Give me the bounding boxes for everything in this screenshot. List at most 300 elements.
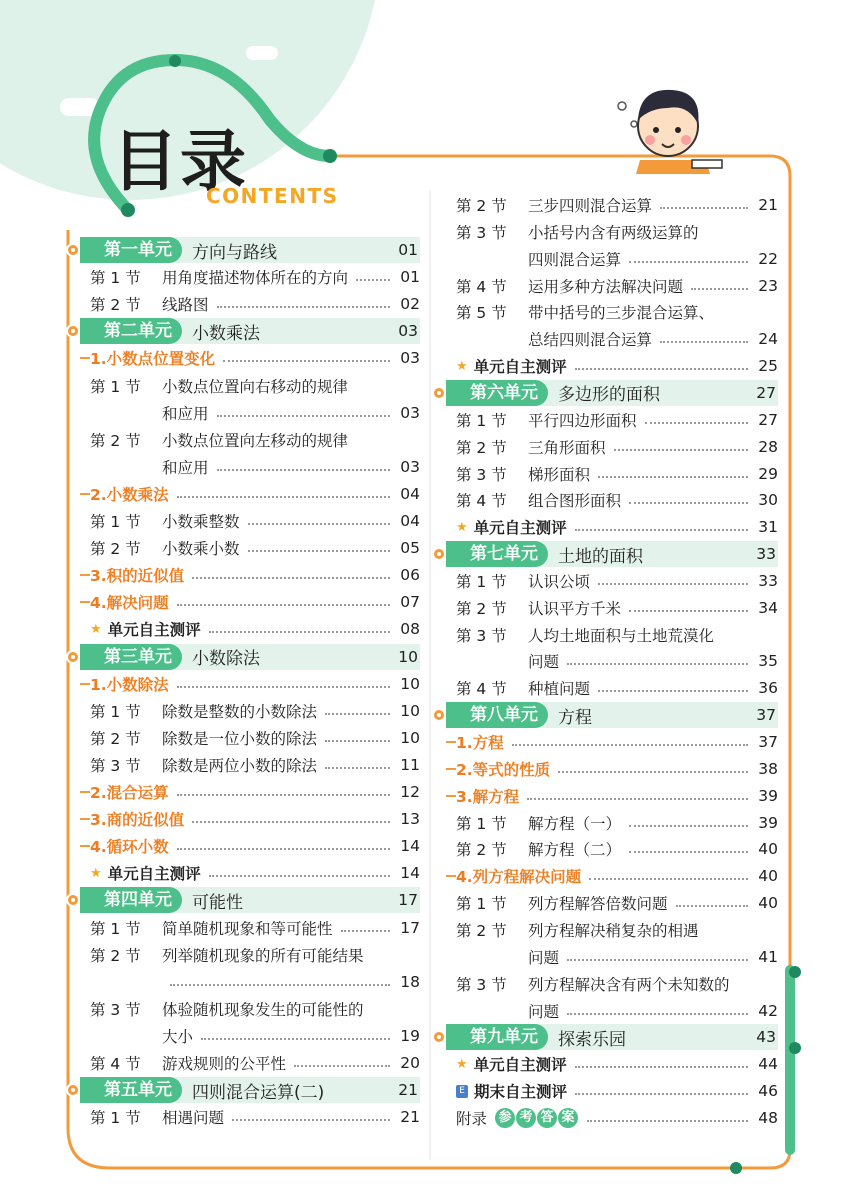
answer-key-char: 参 <box>495 1108 515 1128</box>
page-number: 03 <box>400 457 420 476</box>
toc-row[interactable] <box>90 833 420 859</box>
section-number: 第 4 节 <box>456 492 507 511</box>
leader-dots <box>660 341 748 343</box>
section-number: 第 2 节 <box>456 197 507 215</box>
part-title: 1.方程 <box>456 734 504 752</box>
leader-dots <box>325 713 390 715</box>
toc-row[interactable] <box>90 1104 420 1130</box>
section-number: 第 3 节 <box>456 223 507 242</box>
page-number: 10 <box>400 674 420 693</box>
cloud-decoration <box>246 46 278 60</box>
leader-dots <box>356 279 390 281</box>
unit-bullet-icon <box>432 547 446 561</box>
toc-row[interactable] <box>456 675 778 701</box>
toc-row[interactable] <box>456 836 778 862</box>
toc-row[interactable] <box>90 942 420 968</box>
part-connector <box>446 741 456 743</box>
section-title-continued: 问题 <box>528 653 560 672</box>
page-number: 41 <box>758 947 778 966</box>
section-title: 用角度描述物体所在的方向 <box>162 269 349 288</box>
page-number: 44 <box>758 1055 778 1074</box>
page-number: 33 <box>756 545 776 564</box>
toc-unit-row[interactable] <box>80 644 420 670</box>
page-number: 27 <box>758 410 778 429</box>
leader-dots <box>512 744 748 746</box>
page-number: 07 <box>400 593 420 612</box>
cloud-decoration <box>60 98 100 116</box>
section-number: 第 1 节 <box>90 377 141 396</box>
unit-title: 方向与路线 <box>192 242 277 263</box>
page-number: 31 <box>758 518 778 537</box>
star-icon: ★ <box>456 519 468 535</box>
toc-row[interactable] <box>90 454 420 480</box>
section-title: 小数乘整数 <box>162 513 240 531</box>
section-number: 第 1 节 <box>90 513 141 531</box>
part-connector <box>80 683 90 685</box>
section-number: 第 1 节 <box>456 814 507 833</box>
leader-dots <box>248 550 390 552</box>
section-title: 除数是整数的小数除法 <box>162 702 318 721</box>
toc-row[interactable] <box>456 756 778 782</box>
page-number: 24 <box>758 330 778 349</box>
leader-dots <box>598 690 748 692</box>
leader-dots <box>676 905 748 907</box>
section-title: 带中括号的三步混合运算、 <box>528 304 715 323</box>
leader-dots <box>575 529 748 531</box>
page-number: 21 <box>398 1081 418 1100</box>
answer-key-char: 考 <box>516 1108 536 1128</box>
page-number: 03 <box>398 322 418 341</box>
toc-row[interactable] <box>456 299 778 325</box>
leader-dots <box>177 794 390 796</box>
page-number: 18 <box>400 972 420 991</box>
page-number: 14 <box>400 864 420 883</box>
toc-unit-row[interactable] <box>446 541 778 567</box>
section-title: 解方程（二） <box>528 841 622 860</box>
star-icon: ★ <box>90 865 102 881</box>
section-title: 小括号内含有两级运算的 <box>528 223 699 242</box>
part-title: 4.解决问题 <box>90 594 169 613</box>
section-number: 第 3 节 <box>90 1000 141 1019</box>
unit-badge: 第三单元 <box>80 644 182 670</box>
part-title: 1.小数点位置变化 <box>90 350 216 369</box>
section-title: 游戏规则的公平性 <box>162 1055 287 1073</box>
unit-test-title: 单元自主测评 <box>473 519 567 538</box>
toc-row[interactable] <box>90 616 420 642</box>
toc-row[interactable] <box>456 783 778 809</box>
leader-dots <box>614 449 748 451</box>
part-connector <box>80 574 90 576</box>
part-title: 4.循环小数 <box>90 838 169 857</box>
page-number: 14 <box>400 837 420 856</box>
unit-test-title: 单元自主测评 <box>107 621 201 640</box>
section-title: 除数是一位小数的除法 <box>162 729 318 748</box>
toc-row[interactable] <box>90 345 420 371</box>
section-title: 小数乘小数 <box>162 540 240 559</box>
leader-dots <box>645 422 748 424</box>
section-number: 第 4 节 <box>456 680 507 699</box>
toc-row[interactable] <box>456 1051 778 1077</box>
part-connector <box>80 493 90 495</box>
section-title-continued: 大小 <box>162 1027 194 1046</box>
page-number: 46 <box>758 1082 778 1101</box>
section-title: 线路图 <box>162 296 209 315</box>
section-title: 简单随机现象和等可能性 <box>162 919 333 938</box>
page-number: 42 <box>758 1001 778 1020</box>
page-number: 25 <box>758 357 778 376</box>
unit-bullet-icon <box>432 386 446 400</box>
toc-row[interactable] <box>90 291 420 317</box>
section-number: 第 2 节 <box>456 841 507 860</box>
toc-row[interactable] <box>456 353 778 379</box>
page-number: 34 <box>758 598 778 617</box>
section-title: 解方程（一） <box>528 814 622 833</box>
page-number: 17 <box>398 891 418 910</box>
section-number: 第 1 节 <box>90 919 141 938</box>
part-connector <box>446 875 456 877</box>
section-title-continued: 总结四则混合运算 <box>528 331 653 350</box>
section-title-continued: 问题 <box>528 1002 560 1021</box>
leader-dots <box>598 476 748 478</box>
page-number: 28 <box>758 437 778 456</box>
leader-dots <box>232 1119 390 1121</box>
leader-dots <box>209 875 390 877</box>
unit-bullet-icon <box>66 324 80 338</box>
page-number: 39 <box>758 813 778 832</box>
toc-row[interactable] <box>90 427 420 453</box>
toc-unit-row[interactable] <box>80 1077 420 1103</box>
toc-row[interactable] <box>456 1078 778 1104</box>
unit-test-title: 单元自主测评 <box>107 865 201 884</box>
unit-badge: 第一单元 <box>80 237 182 263</box>
toc-row[interactable] <box>90 806 420 832</box>
section-number: 第 3 节 <box>456 626 507 645</box>
page-number: 10 <box>400 728 420 747</box>
unit-badge: 第九单元 <box>446 1024 548 1050</box>
toc-row[interactable] <box>456 890 778 916</box>
section-number: 第 2 节 <box>90 946 141 965</box>
star-icon: ★ <box>456 358 468 374</box>
toc-row[interactable] <box>456 944 778 970</box>
part-title: 2.混合运算 <box>90 784 169 802</box>
section-title: 认识平方千米 <box>528 599 622 618</box>
page-number: 23 <box>758 276 778 295</box>
section-number: 第 4 节 <box>90 1055 141 1073</box>
section-title: 相遇问题 <box>162 1109 225 1128</box>
unit-test-title: 单元自主测评 <box>473 1056 567 1075</box>
section-title: 列方程解决含有两个未知数的 <box>528 975 730 994</box>
toc-row[interactable] <box>456 622 778 648</box>
unit-bullet-icon <box>432 1030 446 1044</box>
part-title: 3.解方程 <box>456 787 520 806</box>
leader-dots <box>567 959 748 961</box>
toc-row[interactable] <box>90 481 420 507</box>
appendix-label: 附录 <box>456 1109 488 1128</box>
unit-badge: 第八单元 <box>446 702 548 728</box>
star-icon: ★ <box>90 621 102 637</box>
leader-dots <box>587 1120 748 1122</box>
toc-row[interactable] <box>90 1050 420 1076</box>
page-number: 22 <box>758 249 778 268</box>
toc-row[interactable] <box>90 698 420 724</box>
leader-dots <box>217 469 390 471</box>
unit-bullet-icon <box>66 650 80 664</box>
toc-row[interactable] <box>456 568 778 594</box>
toc-row[interactable] <box>456 998 778 1024</box>
section-title: 组合图形面积 <box>528 492 622 511</box>
section-number: 第 1 节 <box>90 702 141 721</box>
leader-dots <box>325 740 390 742</box>
section-number: 第 2 节 <box>456 438 507 457</box>
leader-dots <box>177 604 390 606</box>
page-number: 39 <box>758 786 778 805</box>
page-number: 10 <box>400 701 420 720</box>
page-number: 06 <box>400 566 420 585</box>
leader-dots <box>660 207 748 209</box>
part-title: 3.积的近似值 <box>90 567 185 586</box>
toc-row[interactable] <box>90 535 420 561</box>
page-number: 13 <box>400 810 420 829</box>
leader-dots <box>558 771 748 773</box>
part-connector <box>446 768 456 770</box>
section-number: 第 4 节 <box>456 277 507 296</box>
page-number: 40 <box>758 867 778 886</box>
section-number: 第 1 节 <box>456 895 507 914</box>
leader-dots <box>629 851 748 853</box>
leader-dots <box>575 1093 748 1095</box>
section-number: 第 3 节 <box>90 756 141 775</box>
toc-unit-row[interactable] <box>446 1024 778 1050</box>
toc-unit-row[interactable] <box>446 380 778 406</box>
section-number: 第 2 节 <box>90 540 141 559</box>
part-title: 3.商的近似值 <box>90 811 185 830</box>
leader-dots <box>201 1038 390 1040</box>
section-number: 第 3 节 <box>456 975 507 994</box>
toc-row[interactable] <box>90 915 420 941</box>
page-number: 21 <box>400 1108 420 1127</box>
leader-dots <box>589 878 748 880</box>
toc-row[interactable] <box>456 971 778 997</box>
unit-test-title: 单元自主测评 <box>473 358 567 377</box>
unit-title: 小数乘法 <box>192 323 260 344</box>
leader-dots <box>192 577 390 579</box>
page-number: 05 <box>400 539 420 558</box>
section-number: 第 5 节 <box>456 304 507 323</box>
page-number: 35 <box>758 652 778 671</box>
toc-row[interactable] <box>456 917 778 943</box>
page-number: 40 <box>758 840 778 859</box>
answer-key-char: 答 <box>537 1108 557 1128</box>
unit-bullet-icon <box>66 243 80 257</box>
section-title: 三角形面积 <box>528 438 606 457</box>
star-icon: ★ <box>456 1056 468 1072</box>
toc-row[interactable] <box>456 192 778 218</box>
toc-row[interactable] <box>90 779 420 805</box>
toc-row[interactable] <box>90 508 420 534</box>
leader-dots <box>209 631 390 633</box>
final-test-title: 期末自主测评 <box>474 1083 568 1102</box>
section-title: 列举随机现象的所有可能结果 <box>162 946 364 965</box>
unit-title: 四则混合运算(二) <box>192 1082 325 1103</box>
page-number: 12 <box>400 783 420 801</box>
section-title: 人均土地面积与土地荒漠化 <box>528 626 715 645</box>
toc-unit-row[interactable] <box>80 318 420 344</box>
leader-dots <box>192 821 390 823</box>
unit-title: 土地的面积 <box>558 546 643 567</box>
page-number: 48 <box>758 1108 778 1127</box>
toc-row[interactable] <box>456 434 778 460</box>
page-number: 27 <box>756 383 776 402</box>
leader-dots <box>629 825 748 827</box>
section-title: 三步四则混合运算 <box>528 197 653 215</box>
toc-row[interactable] <box>456 863 778 889</box>
leader-dots <box>325 767 390 769</box>
leader-dots <box>629 261 748 263</box>
section-title: 梯形面积 <box>528 465 591 484</box>
toc-row[interactable] <box>456 1105 778 1131</box>
toc-row[interactable] <box>456 461 778 487</box>
answer-key-char: 案 <box>558 1108 578 1128</box>
part-connector <box>80 601 90 603</box>
leader-dots <box>248 523 390 525</box>
section-title: 列方程解决稍复杂的相遇 <box>528 921 699 940</box>
leader-dots <box>629 502 748 504</box>
section-title: 平行四边形面积 <box>528 411 637 430</box>
boy-illustration <box>610 78 730 178</box>
section-number: 第 3 节 <box>456 465 507 484</box>
part-title: 4.列方程解决问题 <box>456 868 582 887</box>
page-number: 11 <box>400 755 420 774</box>
toc-row[interactable] <box>90 400 420 426</box>
leader-dots <box>567 1013 748 1015</box>
section-title-continued: 和应用 <box>162 458 209 477</box>
toc-row[interactable] <box>456 729 778 755</box>
toc-row[interactable] <box>90 725 420 751</box>
toc-row[interactable] <box>90 562 420 588</box>
leader-dots <box>223 360 390 362</box>
unit-badge: 第七单元 <box>446 541 548 567</box>
leader-dots <box>177 496 390 498</box>
leader-dots <box>527 798 748 800</box>
toc-row[interactable] <box>456 407 778 433</box>
toc-row[interactable] <box>90 996 420 1022</box>
page-number: 40 <box>758 894 778 913</box>
toc-row[interactable] <box>456 273 778 299</box>
toc-row[interactable] <box>456 326 778 352</box>
leader-dots <box>170 984 390 986</box>
toc-row[interactable] <box>90 752 420 778</box>
section-number: 第 2 节 <box>90 729 141 748</box>
toc-row[interactable] <box>90 1023 420 1049</box>
section-title-continued: 和应用 <box>162 404 209 423</box>
section-title: 列方程解答倍数问题 <box>528 895 668 914</box>
toc-row[interactable] <box>90 969 420 995</box>
part-title: 1.小数除法 <box>90 675 169 694</box>
page-number: 37 <box>756 706 776 725</box>
part-connector <box>80 818 90 820</box>
unit-title: 方程 <box>558 707 592 728</box>
section-number: 第 2 节 <box>90 296 141 315</box>
section-number: 第 2 节 <box>456 921 507 940</box>
page-number: 38 <box>758 759 778 778</box>
leader-dots <box>217 415 390 417</box>
leader-dots <box>575 368 748 370</box>
part-title: 2.小数乘法 <box>90 485 169 504</box>
page-number: 02 <box>400 295 420 314</box>
unit-badge: 第六单元 <box>446 380 548 406</box>
part-connector <box>80 845 90 847</box>
page-number: 08 <box>400 620 420 639</box>
answer-key-badge <box>495 1107 579 1128</box>
page-number: 03 <box>400 403 420 422</box>
page-number: 29 <box>758 464 778 483</box>
toc-row[interactable] <box>456 810 778 836</box>
part-connector <box>80 791 90 793</box>
toc-row[interactable] <box>456 487 778 513</box>
leader-dots <box>629 610 748 612</box>
page-number: 20 <box>400 1054 420 1072</box>
toc-unit-row[interactable] <box>446 702 778 728</box>
leader-dots <box>177 848 390 850</box>
unit-title: 探索乐园 <box>558 1029 626 1050</box>
part-connector <box>80 357 90 359</box>
section-title: 种植问题 <box>528 680 591 699</box>
section-number: 第 2 节 <box>90 431 141 450</box>
section-number: 第 1 节 <box>90 269 141 288</box>
page-number: 04 <box>400 512 420 530</box>
toc-row[interactable] <box>456 514 778 540</box>
section-title: 运用多种方法解决问题 <box>528 277 684 296</box>
leader-dots <box>341 930 390 932</box>
unit-title: 小数除法 <box>192 649 260 669</box>
leader-dots <box>567 663 748 665</box>
toc-row[interactable] <box>456 595 778 621</box>
section-number: 第 1 节 <box>456 411 507 430</box>
page-number: 21 <box>758 196 778 214</box>
leader-dots <box>575 1066 748 1068</box>
leader-dots <box>598 583 748 585</box>
section-title-continued: 问题 <box>528 948 560 967</box>
part-title: 2.等式的性质 <box>456 760 551 779</box>
section-title-continued: 四则混合运算 <box>528 250 622 269</box>
leader-dots <box>294 1065 390 1067</box>
toc-unit-row[interactable] <box>80 237 420 263</box>
toc-row[interactable] <box>90 671 420 697</box>
section-title: 认识公顷 <box>528 572 591 591</box>
leader-dots <box>217 306 390 308</box>
toc-row[interactable] <box>90 373 420 399</box>
toc-row[interactable] <box>456 246 778 272</box>
page-number: 36 <box>758 679 778 698</box>
toc-row[interactable] <box>90 264 420 290</box>
toc-row[interactable] <box>90 860 420 886</box>
leader-dots <box>177 686 390 688</box>
toc-row[interactable] <box>456 219 778 245</box>
section-title: 小数点位置向右移动的规律 <box>162 377 349 396</box>
unit-title: 多边形的面积 <box>558 385 660 406</box>
page-number: 17 <box>400 918 420 937</box>
toc-unit-row[interactable] <box>80 887 420 913</box>
page-number: 01 <box>400 268 420 287</box>
section-number: 第 1 节 <box>456 572 507 591</box>
toc-row[interactable] <box>456 648 778 674</box>
page-number: 33 <box>758 571 778 590</box>
page-number: 30 <box>758 491 778 510</box>
toc-row[interactable] <box>90 589 420 615</box>
unit-bullet-icon <box>66 1083 80 1097</box>
page-number: 10 <box>398 647 418 666</box>
page-number: 43 <box>756 1028 776 1047</box>
